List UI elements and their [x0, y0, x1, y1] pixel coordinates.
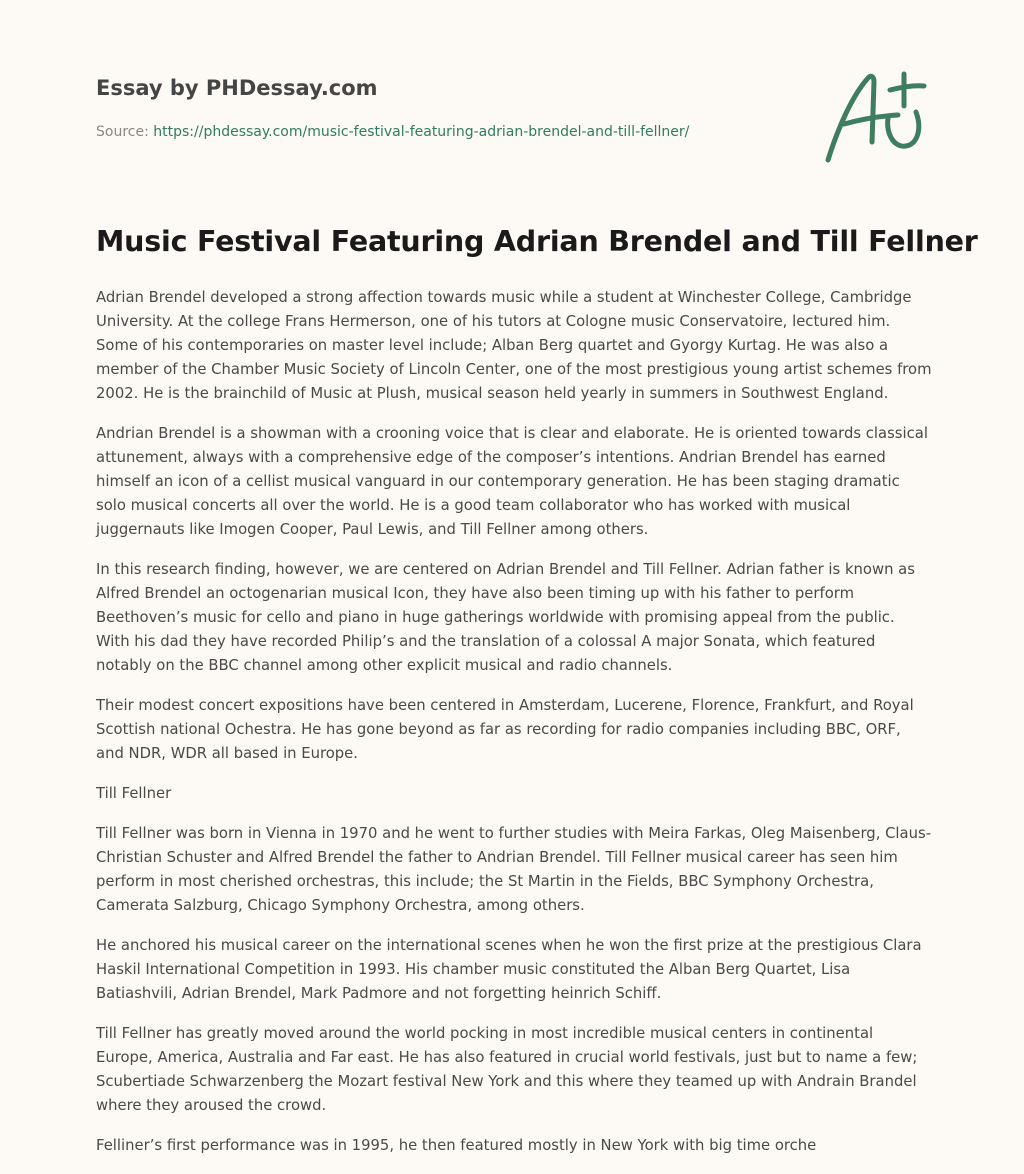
essay-paragraph: He anchored his musical career on the international scenes when he won the first prize at the prestigious Clara Haskil International Competition in 1993. His chamber music constituted the Alban Berg Quartet, Lisa Batiashvili, Adrian Brendel, Mark Padmore and not forgetting heinrich Schiff.: [96, 937, 922, 1002]
source-link[interactable]: https://phdessay.com/music-festival-featuring-adrian-brendel-and-till-fellner/: [153, 124, 690, 140]
a-plus-grade-icon: [822, 66, 932, 166]
essay-paragraph: Adrian Brendel developed a strong affection towards music while a student at Winchester College, Cambridge University. At the college Frans Hermerson, one of his tutors at Cologne music Conservatoire, lectured him. Some of his contemporaries on master level include; Alban Berg quartet and Gyorgy Kurtag. He was also a member of the Chamber Music Society of Lincoln Center, one of the most prestigious young artist schemes from 2002. He is the brainchild of Music at Plush, musical season held yearly in summers in Southwest England.: [96, 289, 932, 402]
section-heading-till-fellner: Till Fellner: [96, 785, 172, 802]
essay-title: Music Festival Featuring Adrian Brendel and Till Fellner: [96, 225, 978, 258]
source-label: Source:: [96, 124, 154, 140]
essay-paragraph: Till Fellner was born in Vienna in 1970 and he went to further studies with Meira Farkas, Oleg Maisenberg, Claus-Christian Schuster and Alfred Brendel the father to Andrian Brendel. Till Fellner musical career has seen him perform in most cherished orchestras, this include; the St Martin in the Fields, BBC Symphony Orchestra, Camerata Salzburg, Chicago Symphony Orchestra, among others.: [96, 825, 932, 914]
source-line: [96, 124, 689, 140]
essay-body: [96, 286, 932, 1174]
essay-paragraph: In this research finding, however, we are centered on Adrian Brendel and Till Fellner. Adrian father is known as Alfred Brendel an octogenarian musical Icon, they have also been timing up with his father to perform Beethoven’s music for cello and piano in huge gatherings worldwide with promising appeal from the public. With his dad they have recorded Philip’s and the translation of a colossal A major Sonata, which featured notably on the BBC channel among other explicit musical and radio channels.: [96, 561, 915, 674]
essay-paragraph: Andrian Brendel is a showman with a crooning voice that is clear and elaborate. He is oriented towards classical attunement, always with a comprehensive edge of the composer’s intentions. Andrian Brendel has earned himself an icon of a cellist musical vanguard in our contemporary generation. He has been staging dramatic solo musical concerts all over the world. He is a good team collaborator who has worked with musical juggernauts like Imogen Cooper, Paul Lewis, and Till Fellner among others.: [96, 425, 928, 538]
site-title: Essay by PHDessay.com: [96, 76, 378, 100]
essay-paragraph: Till Fellner has greatly moved around the world pocking in most incredible musical centers in continental Europe, America, Australia and Far east. He has also featured in crucial world festivals, just but to name a few; Scubertiade Schwarzenberg the Mozart festival New York and this where they teamed up with Andrain Brandel where they aroused the crowd.: [96, 1025, 918, 1114]
essay-paragraph-truncated: Felliner’s first performance was in 1995, he then featured mostly in New York with big time orche: [96, 1137, 817, 1154]
essay-paragraph: Their modest concert expositions have been centered in Amsterdam, Lucerene, Florence, Frankfurt, and Royal Scottish national Ochestra. He has gone beyond as far as recording for radio companies including BBC, ORF, and NDR, WDR all based in Europe.: [96, 697, 914, 762]
